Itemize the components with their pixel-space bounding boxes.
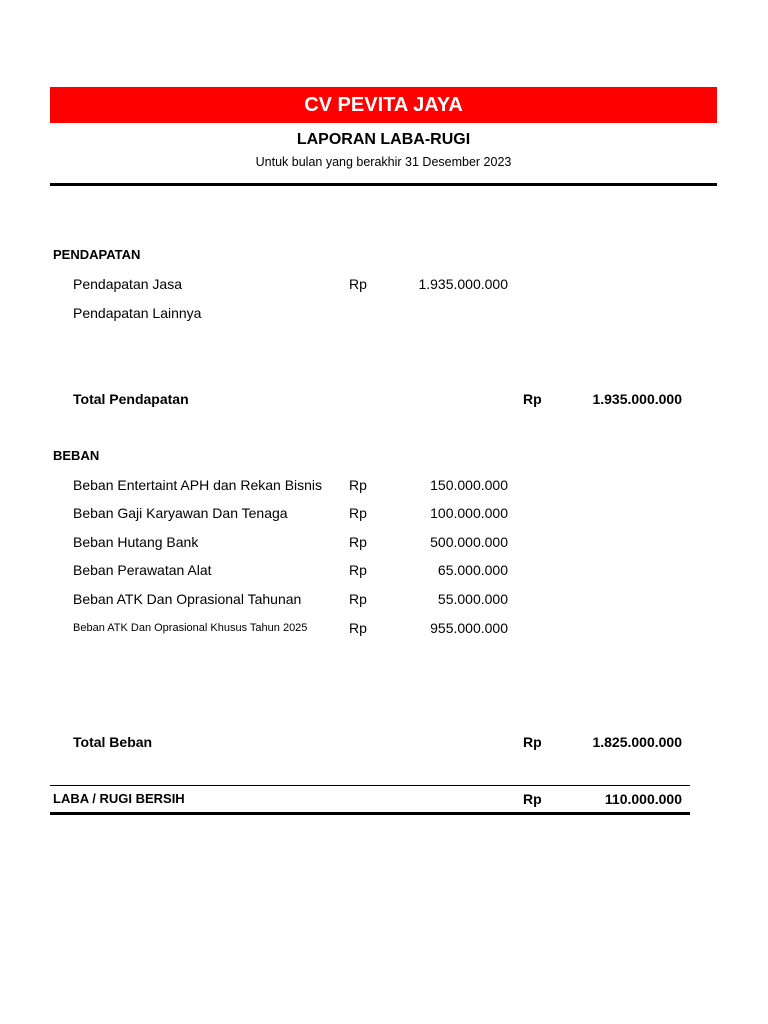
currency-label: Rp — [523, 734, 542, 750]
expense-heading: BEBAN — [53, 448, 100, 463]
line-item-amount: 1.935.000.000 — [418, 276, 508, 292]
line-item-label: Beban Gaji Karyawan Dan Tenaga — [73, 505, 288, 521]
expense-total-row — [0, 734, 768, 754]
total-expense-amount: 1.825.000.000 — [592, 734, 682, 750]
revenue-heading: PENDAPATAN — [53, 247, 141, 262]
line-item-amount: 150.000.000 — [430, 477, 508, 493]
revenue-total-row — [0, 391, 768, 411]
net-divider-bottom — [50, 812, 690, 815]
net-income-row — [0, 791, 768, 811]
line-item-label: Beban Entertaint APH dan Rekan Bisnis — [73, 477, 323, 493]
net-divider-top — [50, 785, 690, 786]
line-item-amount: 55.000.000 — [437, 591, 508, 607]
currency-label: Rp — [349, 505, 367, 521]
line-item-label: Beban ATK Dan Oprasional Khusus Tahun 2025 — [73, 622, 308, 634]
expense-row — [0, 505, 768, 525]
currency-label: Rp — [349, 562, 367, 578]
expense-row — [0, 562, 768, 582]
total-revenue-amount: 1.935.000.000 — [592, 391, 682, 407]
line-item-label: Beban ATK Dan Oprasional Tahunan — [73, 591, 302, 607]
expense-row — [0, 591, 768, 611]
line-item-label: Pendapatan Lainnya — [73, 305, 202, 321]
revenue-row — [0, 305, 768, 325]
line-item-label: Pendapatan Jasa — [73, 276, 182, 292]
total-revenue-label: Total Pendapatan — [73, 391, 189, 407]
net-income-amount: 110.000.000 — [604, 791, 682, 807]
revenue-row — [0, 276, 768, 296]
line-item-amount: 500.000.000 — [430, 534, 508, 550]
currency-label: Rp — [349, 477, 367, 493]
line-item-amount: 955.000.000 — [430, 620, 508, 636]
revenue-heading-row — [0, 247, 768, 267]
currency-label: Rp — [349, 276, 367, 292]
currency-label: Rp — [349, 591, 367, 607]
expense-heading-row — [0, 448, 768, 468]
currency-label: Rp — [349, 620, 367, 636]
company-banner — [50, 87, 717, 123]
line-item-amount: 65.000.000 — [437, 562, 508, 578]
total-expense-label: Total Beban — [73, 734, 153, 750]
net-income-label: LABA / RUGI BERSIH — [53, 791, 185, 806]
expense-row — [0, 620, 768, 640]
currency-label: Rp — [523, 791, 542, 807]
expense-row — [0, 477, 768, 497]
currency-label: Rp — [349, 534, 367, 550]
line-item-label: Beban Hutang Bank — [73, 534, 199, 550]
expense-row — [0, 534, 768, 554]
line-item-label: Beban Perawatan Alat — [73, 562, 212, 578]
currency-label: Rp — [523, 391, 542, 407]
line-item-amount: 100.000.000 — [430, 505, 508, 521]
report-title: LAPORAN LABA-RUGI — [296, 131, 471, 148]
header-divider — [50, 183, 717, 186]
company-name: CV PEVITA JAYA — [304, 93, 463, 116]
report-period: Untuk bulan yang berakhir 31 Desember 2023 — [255, 155, 512, 169]
